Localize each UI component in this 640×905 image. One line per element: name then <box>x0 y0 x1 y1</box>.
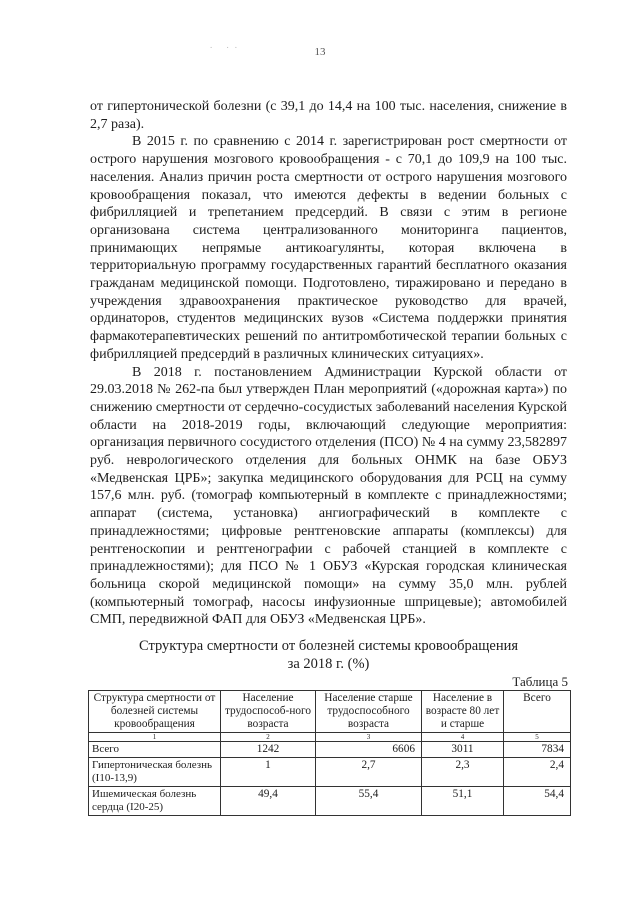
column-number: 2 <box>221 733 316 742</box>
paragraph-continuation: от гипертонической болезни (с 39,1 до 14,4 на 100 тыс. населения, снижение в 2,7 раза). <box>90 99 567 132</box>
table-cell: 2,7 <box>316 758 422 787</box>
table-label: Таблица 5 <box>512 674 568 689</box>
table-cell: 1 <box>221 758 316 787</box>
header-structure: Структура смертности от болезней системы кровообращения <box>89 691 221 733</box>
row-label: Гипертоническая болезнь (I10-13,9) <box>89 758 221 787</box>
table-caption <box>90 637 567 673</box>
table-cell: 1242 <box>221 742 316 758</box>
header-over-working-age: Население старше трудоспособного возраста <box>316 691 422 733</box>
table-row <box>89 758 571 787</box>
table-caption-line1: Структура смертности от болезней системы кровообращения <box>138 638 519 654</box>
paragraph-2018: В 2018 г. постановлением Администрации Курской области от 29.03.2018 № 262-па был утвержден План мероприятий («дорожная карта») по снижению смертности от сердечно-сосудистых заболеваний населения Курской области на 2018-2019 годы, включающий следующие мероприятия: организация первичного сосудистого отделения (ПСО) № 4 на сумму 23,582897 руб. неврологического отделения для больных ОНМК на базе ОБУЗ «Медвенская ЦРБ»; закупка медицинского оборудования для РСЦ на сумму 157,6 млн. руб. (томограф компьютерный в комплекте с принадлежностями; аппарат (система, установка) ангиографический в комплекте с принадлежностями; цифровые рентгеновские аппараты (комплексы) для рентгеноскопии и рентгенографии с рабочей станцией в комплекте с принадлежностями); для ПСО № 1 ОБУЗ «Курская городская клиническая больница скорой медицинской помощи» на сумму 35,0 млн. рублей (компьютерный томограф, насосы инфузионные шприцевые); автомобилей СМП, передвижной ФАП для ОБУЗ «Медвенская ЦРБ». <box>90 364 567 628</box>
table-cell: 3011 <box>422 742 504 758</box>
table-row <box>89 787 571 816</box>
table-caption-line2: за 2018 г. (%) <box>287 656 370 672</box>
column-number: 3 <box>316 733 422 742</box>
column-number: 5 <box>504 733 571 742</box>
table-row <box>89 742 571 758</box>
table-cell: 49,4 <box>221 787 316 816</box>
table-cell: 2,3 <box>422 758 504 787</box>
header-working-age: Население трудоспособ-ного возраста <box>221 691 316 733</box>
scan-marks: . .. <box>210 40 243 50</box>
table-header-row <box>89 691 571 733</box>
document-body <box>90 98 567 629</box>
table-cell: 55,4 <box>316 787 422 816</box>
table-cell: 54,4 <box>504 787 571 816</box>
header-80-plus: Население в возрасте 80 лет и старше <box>422 691 504 733</box>
row-label: Ишемическая болезнь сердца (I20-25) <box>89 787 221 816</box>
mortality-structure-table <box>88 690 571 816</box>
column-number: 1 <box>89 733 221 742</box>
page-number: 13 <box>314 46 326 58</box>
column-number: 4 <box>422 733 504 742</box>
column-number-row <box>89 733 571 742</box>
header-total: Всего <box>504 691 571 733</box>
table-cell: 2,4 <box>504 758 571 787</box>
table-cell: 51,1 <box>422 787 504 816</box>
table-cell: 7834 <box>504 742 571 758</box>
table-cell: 6606 <box>316 742 422 758</box>
row-label: Всего <box>89 742 221 758</box>
paragraph-2015: В 2015 г. по сравнению с 2014 г. зарегистрирован рост смертности от острого нарушения мозгового кровообращения - с 70,1 до 109,9 на 100 тыс. населения. Анализ причин роста смертности от острого нарушения мозгового кровообращения показал, что имеются дефекты в ведении больных с фибрилляцией и трепетанием предсердий. В связи с этим в регионе организована система централизованного мониторинга пациентов, принимающих непрямые антикоагулянты, которая включена в территориальную программу государственных гарантий бесплатного оказания гражданам медицинской помощи. Подготовлено, тиражировано и передано в учреждения здравоохранения практическое руководство для врачей, ординаторов, студентов медицинских вузов «Система поддержки принятия фармакотерапевтических решений по антитромботической терапии больных с фибрилляцией предсердий в различных клинических ситуациях». <box>90 134 567 362</box>
